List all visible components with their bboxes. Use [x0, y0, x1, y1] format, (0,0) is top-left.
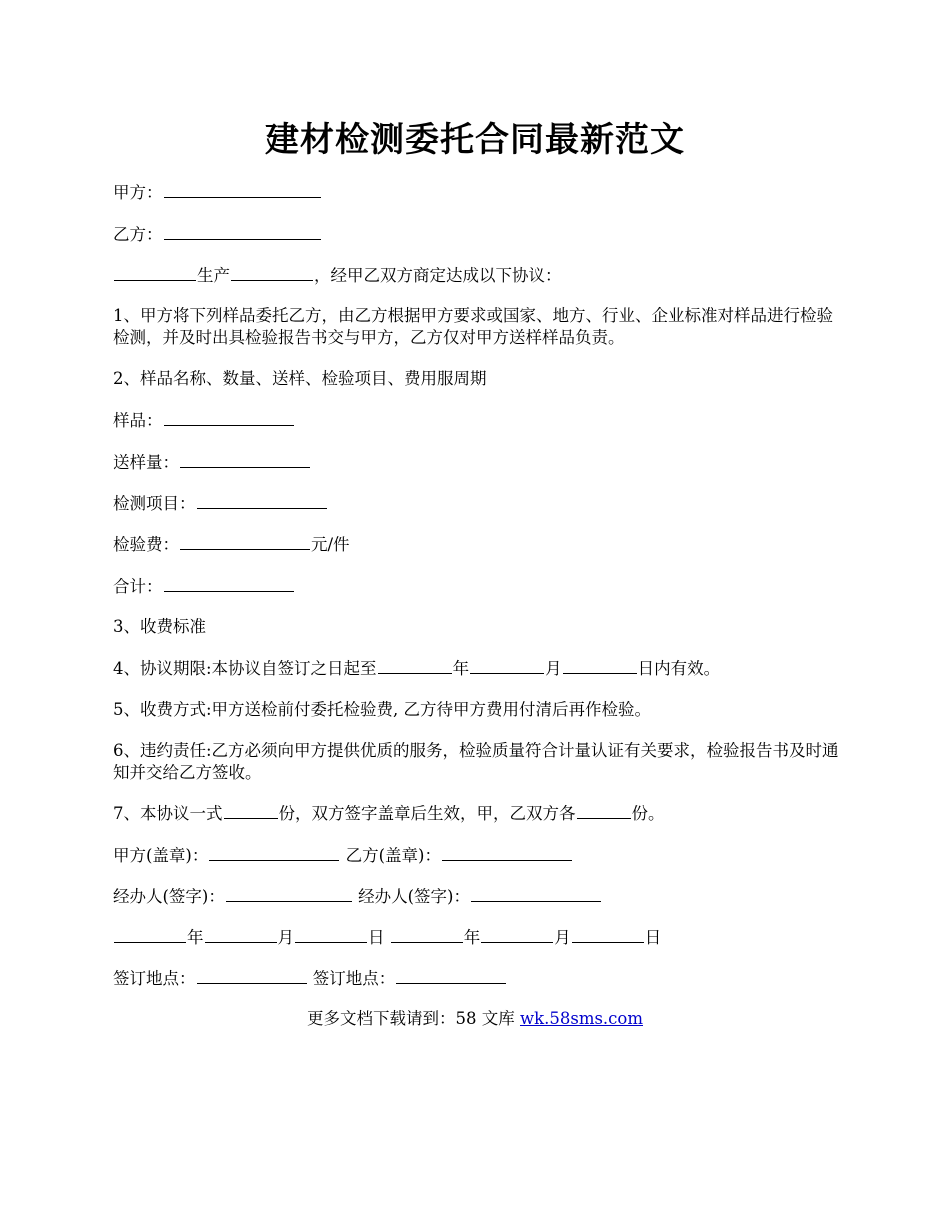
date-b-day-blank[interactable]: [572, 926, 644, 943]
fee-line: [113, 533, 843, 556]
total-blank[interactable]: [164, 575, 294, 592]
expiry-day-blank[interactable]: [563, 657, 637, 674]
date-a-year-blank[interactable]: [114, 926, 186, 943]
clause-7-lead: 7、本协议一式: [113, 804, 223, 823]
clause-4-year: 年: [452, 659, 470, 678]
intro-blank-1[interactable]: [114, 264, 196, 281]
agent-b-label: 经办人(签字)：: [358, 887, 470, 906]
seal-b-blank[interactable]: [442, 844, 572, 861]
place-b-blank[interactable]: [396, 967, 506, 984]
date-a-day: 日: [368, 928, 385, 947]
date-b-month: 月: [554, 928, 571, 947]
clause-4: [113, 657, 843, 680]
intro-line: [113, 264, 843, 287]
quantity-blank[interactable]: [180, 451, 310, 468]
party-b-label: 乙方：: [113, 225, 163, 244]
clause-7-mid: 份，双方签字盖章后生效，甲，乙双方各: [278, 804, 576, 823]
clause-4-tail: 日内有效。: [637, 659, 721, 678]
footer-text: 更多文档下载请到：58 文库: [306, 1009, 520, 1028]
fee-blank[interactable]: [180, 533, 310, 550]
party-b-line: [113, 223, 843, 246]
date-b-year-blank[interactable]: [391, 926, 463, 943]
test-item-label: 检测项目：: [113, 494, 196, 513]
party-a-blank[interactable]: [164, 181, 321, 198]
footer-link[interactable]: wk.58sms.com: [519, 1009, 643, 1028]
place-line: [113, 967, 843, 990]
sample-blank[interactable]: [164, 409, 294, 426]
intro-tail: ，经甲乙双方商定达成以下协议：: [314, 266, 562, 285]
party-a-line: [113, 181, 843, 204]
clause-5: 5、收费方式:甲方送检前付委托检验费, 乙方待甲方费用付清后再作检验。: [113, 700, 652, 719]
clause-2: 2、样品名称、数量、送样、检验项目、费用服周期: [113, 369, 487, 388]
intro-blank-2[interactable]: [231, 264, 313, 281]
seal-b-label: 乙方(盖章)：: [345, 846, 441, 865]
seal-a-label: 甲方(盖章)：: [113, 846, 209, 865]
total-line: [113, 575, 843, 598]
fee-unit: 元/件: [311, 535, 350, 554]
agent-b-blank[interactable]: [471, 885, 601, 902]
date-line: [113, 926, 843, 949]
sample-label: 样品：: [113, 411, 163, 430]
clause-6: 6、违约责任:乙方必须向甲方提供优质的服务，检验质量符合计量认证有关要求，检验报告书及时通知并交给乙方签收。: [113, 741, 839, 782]
place-b-label: 签订地点：: [312, 969, 396, 988]
clause-1: 1、甲方将下列样品委托乙方，由乙方根据甲方要求或国家、地方、行业、企业标准对样品进行检验检测，并及时出具检验报告书交与甲方，乙方仅对甲方送样样品负责。: [113, 306, 833, 347]
seal-a-blank[interactable]: [209, 844, 339, 861]
seal-line: [113, 844, 843, 867]
agent-a-label: 经办人(签字)：: [113, 887, 225, 906]
party-b-blank[interactable]: [164, 223, 321, 240]
sample-line: [113, 409, 843, 432]
copies-each-blank[interactable]: [577, 802, 631, 819]
date-b-day: 日: [644, 928, 662, 947]
clause-3: 3、收费标准: [113, 617, 206, 636]
place-a-blank[interactable]: [197, 967, 307, 984]
test-item-blank[interactable]: [197, 492, 327, 509]
agent-a-blank[interactable]: [226, 885, 352, 902]
date-a-month: 月: [277, 928, 294, 947]
expiry-year-blank[interactable]: [378, 657, 452, 674]
date-a-year: 年: [187, 928, 204, 947]
clause-4-lead: 4、协议期限:本协议自签订之日起至: [113, 659, 377, 678]
quantity-label: 送样量：: [113, 453, 179, 472]
footer: [0, 1008, 950, 1030]
test-item-line: [113, 492, 843, 515]
document-title: 建材检测委托合同最新范文: [265, 120, 685, 160]
copies-blank[interactable]: [224, 802, 278, 819]
date-b-month-blank[interactable]: [481, 926, 553, 943]
expiry-month-blank[interactable]: [470, 657, 544, 674]
date-a-day-blank[interactable]: [295, 926, 367, 943]
intro-mid: 生产: [197, 266, 230, 285]
quantity-line: [113, 451, 843, 474]
party-a-label: 甲方：: [113, 183, 163, 202]
clause-7: [113, 802, 843, 825]
fee-label: 检验费：: [113, 535, 179, 554]
total-label: 合计：: [113, 577, 163, 596]
place-a-label: 签订地点：: [113, 969, 196, 988]
date-b-year: 年: [463, 928, 481, 947]
clause-7-tail: 份。: [631, 804, 665, 823]
clause-4-month: 月: [545, 659, 562, 678]
date-a-month-blank[interactable]: [205, 926, 277, 943]
agent-line: [113, 885, 843, 908]
